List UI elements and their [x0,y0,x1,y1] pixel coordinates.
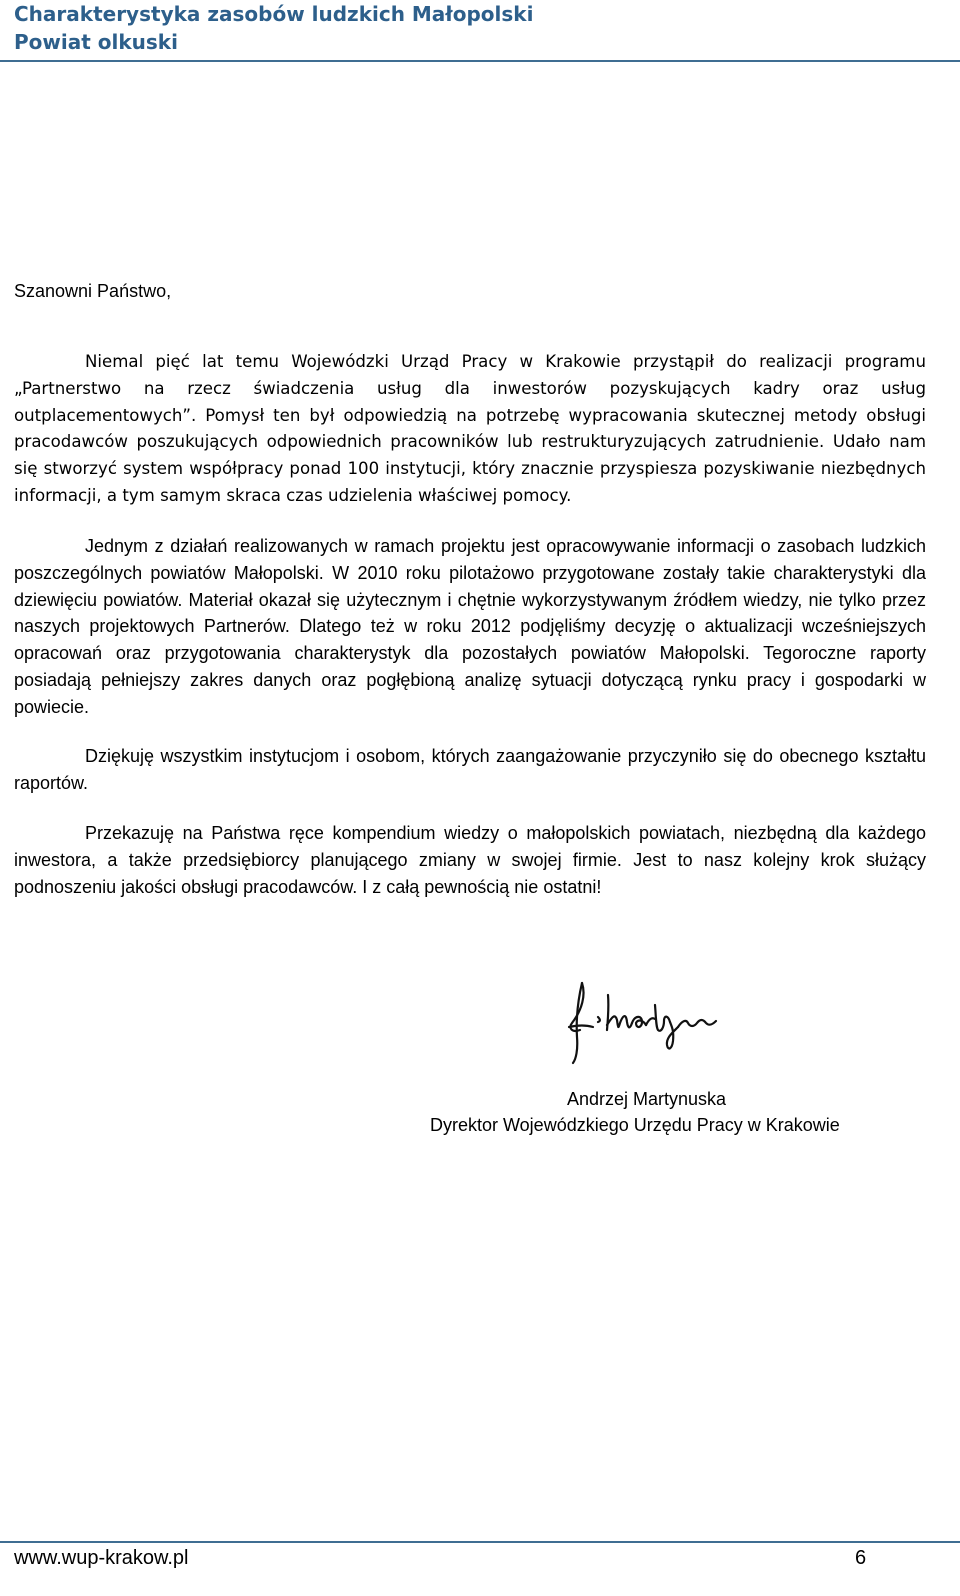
paragraph-1: Niemal pięć lat temu Wojewódzki Urząd Pracy w Krakowie przystąpił do realizacji programu „Partnerstwo na rzecz świadczenia usług dla inwestorów pozyskujących kadry oraz usług outplacementowych”. Pomysł ten był odpowiedzią na potrzebę wypracowania skutecznej metody obsługi pracodawców poszukujących odpowiednich pracowników lub restrukturyzujących zatrudnienie. Udało nam się stworzyć system współpracy ponad 100 instytucji, który znacznie przyspiesza pozyskiwanie niezbędnych informacji, a tym samym skraca czas udzielenia właściwej pomocy. [14,352,926,505]
footer-divider [0,1541,960,1543]
document-title: Charakterystyka zasobów ludzkich Małopolski [14,2,534,26]
signer-name: Andrzej Martynuska [567,1089,727,1109]
document-subtitle: Powiat olkuski [14,30,178,54]
paragraph-4: Przekazuję na Państwa ręce kompendium wiedzy o małopolskich powiatach, niezbędną dla każdego inwestora, a także przedsiębiorcy planującego zmiany w swojej firmie. Jest to nasz kolejny krok służący podnoszeniu jakości obsługi pracodawców. I z całą pewnością nie ostatni! [14,823,926,897]
handwritten-signature-icon [560,975,730,1065]
paragraph-2: Jednym z działań realizowanych w ramach projektu jest opracowywanie informacji o zasobach ludzkich poszczególnych powiatów Małopolski. W 2010 roku pilotażowo przygotowane zostały takie charakterystyki dla dziewięciu powiatów. Materiał okazał się użytecznym i chętnie wykorzystywanym źródłem wiedzy, nie tylko przez naszych projektowych Partnerów. Dlatego też w roku 2012 podjęliśmy decyzję o aktualizacji wcześniejszych opracowań oraz przygotowania charakterystyk dla pozostałych powiatów Małopolski. Tegoroczne raporty posiadają pełniejszy zakres danych oraz pogłębioną analizę sytuacji dotyczącą rynku pracy i gospodarki w powiecie. [14,536,926,717]
page-header [0,0,960,62]
letter-salutation: Szanowni Państwo, [14,281,172,301]
page-number: 6 [855,1547,867,1569]
signer-title: Dyrektor Wojewódzkiego Urzędu Pracy w Krakowie [430,1115,840,1135]
paragraph-3: Dziękuję wszystkim instytucjom i osobom, których zaangażowanie przyczyniło się do obecnego kształtu raportów. [14,746,926,793]
footer-url: www.wup-krakow.pl [14,1547,189,1569]
